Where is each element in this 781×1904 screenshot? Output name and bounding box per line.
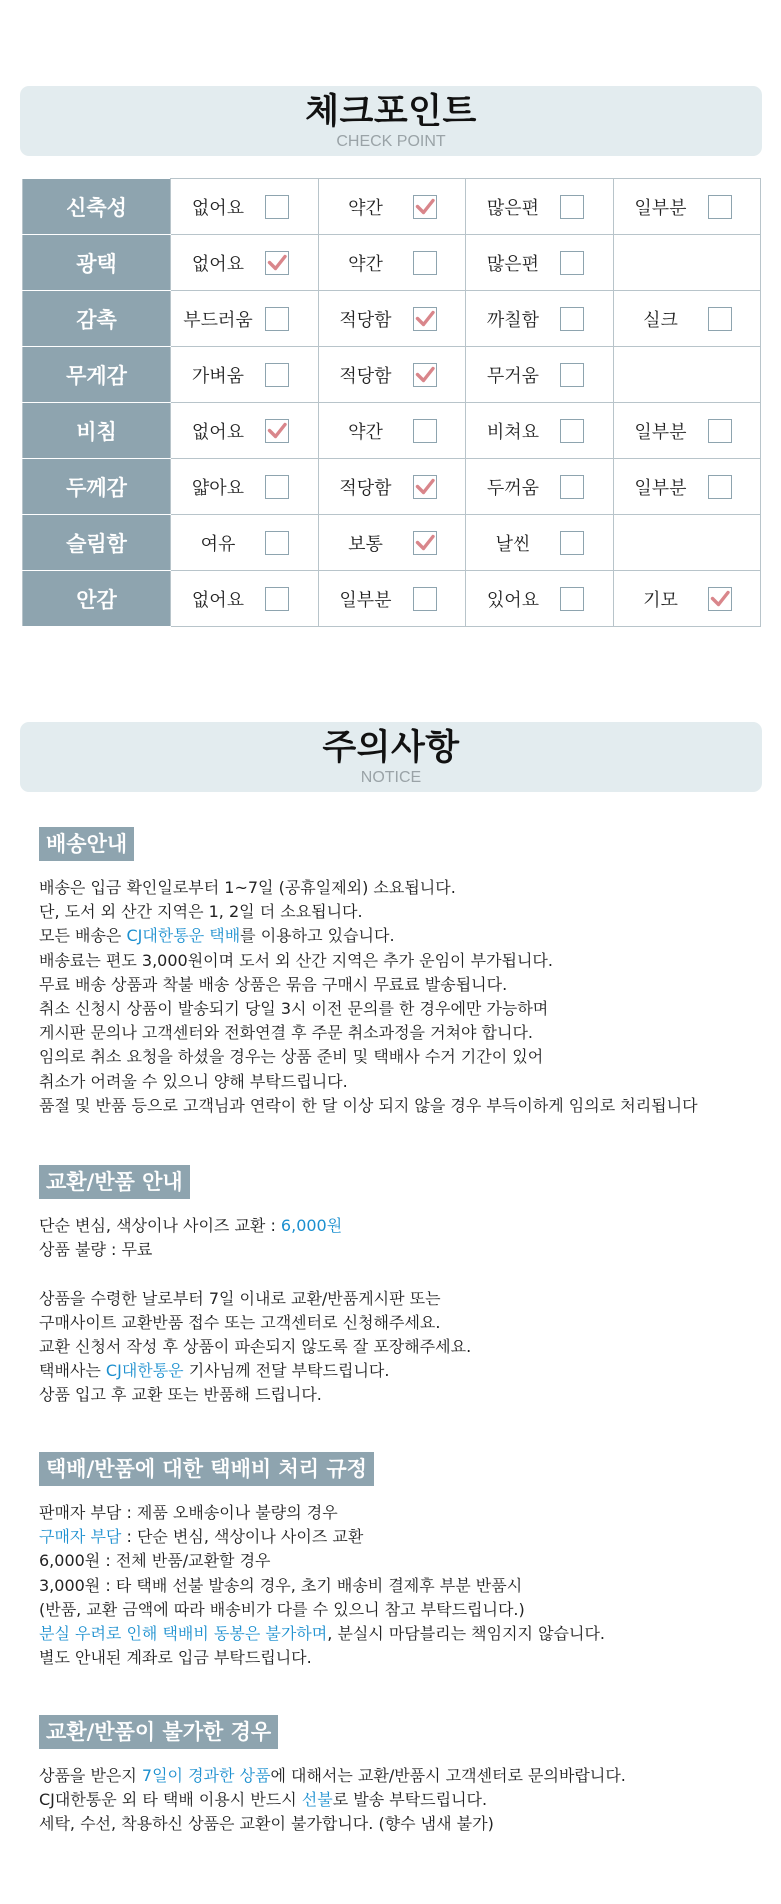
check-cell (171, 179, 319, 235)
notice-line: 판매자 부담 : 제품 오배송이나 불량의 경우 (39, 1503, 338, 1522)
check-cell (171, 235, 319, 291)
check-cell (613, 515, 761, 571)
notice-line: 상품을 수령한 날로부터 7일 이내로 교환/반품게시판 또는 (39, 1288, 441, 1308)
check-row (23, 235, 761, 291)
notice-line (39, 1262, 759, 1286)
notice-line: 임의로 취소 요청을 하셨을 경우는 상품 준비 및 택배사 수거 기간이 있어 (39, 1047, 544, 1067)
checked-checkbox[interactable] (413, 195, 437, 219)
line-text: 단순 변심, 색상이나 사이즈 교환 : (39, 1216, 281, 1235)
check-cell (466, 179, 614, 235)
check-option[interactable] (319, 235, 466, 290)
check-option-label: 보통 (348, 533, 383, 555)
check-cell (171, 571, 319, 627)
check-option-label: 부드러움 (183, 309, 253, 331)
fees-text (39, 1501, 759, 1670)
notice-line: 배송은 입금 확인일로부터 1~7일 (공휴일제외) 소요됩니다. (39, 878, 456, 897)
check-option[interactable] (614, 291, 761, 346)
check-row-label: 안감 (23, 571, 171, 627)
check-row (23, 347, 761, 403)
exchange-section-title: 교환/반품 안내 (39, 1165, 190, 1199)
check-option[interactable] (466, 571, 613, 626)
check-option[interactable] (319, 403, 466, 458)
check-option[interactable] (171, 291, 318, 346)
highlight-text: CJ대한통운 (105, 1361, 184, 1381)
check-option[interactable] (466, 347, 613, 402)
checkbox[interactable] (560, 419, 584, 443)
check-row-label: 두께감 (23, 459, 171, 515)
checkpoint-header (20, 86, 762, 156)
notice-line: 구매사이트 교환반품 접수 또는 고객센터로 신청해주세요. (39, 1312, 441, 1332)
notice-line: 단, 도서 외 산간 지역은 1, 2일 더 소요됩니다. (39, 902, 363, 922)
check-row-label: 무게감 (23, 347, 171, 403)
check-cell (613, 347, 761, 403)
check-option-label: 까칠함 (486, 309, 540, 331)
notice-line: 품절 및 반품 등으로 고객님과 연락이 한 달 이상 되지 않을 경우 부득이하게 임의로 처리됩니다 (39, 1095, 698, 1115)
line-text: , 분실시 마담블리는 책임지지 않습니다. (327, 1624, 605, 1644)
check-option[interactable] (614, 459, 761, 514)
check-cell (318, 179, 466, 235)
check-option-label: 없어요 (191, 421, 245, 443)
check-cell (613, 179, 761, 235)
check-option[interactable] (319, 571, 466, 626)
checkbox[interactable] (708, 419, 732, 443)
check-row-label: 비침 (23, 403, 171, 459)
notice-line (39, 1622, 759, 1646)
check-cell (466, 459, 614, 515)
notice-line (39, 1214, 759, 1238)
check-row-label: 감촉 (23, 291, 171, 347)
check-option[interactable] (171, 347, 318, 402)
checkbox[interactable] (265, 363, 289, 387)
check-row (23, 291, 761, 347)
highlight-text: 구매자 부담 (39, 1527, 122, 1547)
checkbox[interactable] (560, 363, 584, 387)
check-option[interactable] (466, 235, 613, 290)
check-cell (318, 571, 466, 627)
check-cell (466, 571, 614, 627)
checked-checkbox[interactable] (413, 307, 437, 331)
notice-line: (반품, 교환 금액에 따라 배송비가 다를 수 있으니 참고 부탁드립니다.) (39, 1599, 525, 1619)
check-cell (613, 291, 761, 347)
check-option-label: 날씬 (495, 533, 531, 555)
check-option[interactable] (319, 291, 466, 346)
check-cell (171, 403, 319, 459)
check-option[interactable] (171, 179, 318, 234)
check-option-label: 없어요 (191, 589, 245, 611)
check-option-label: 약간 (348, 253, 383, 275)
check-cell (466, 515, 614, 571)
check-option[interactable] (171, 459, 318, 514)
fees-section-title: 택배/반품에 대한 택배비 처리 규정 (39, 1452, 374, 1486)
check-row-label: 신축성 (23, 179, 171, 235)
check-option-label: 많은편 (486, 253, 540, 275)
checked-checkbox[interactable] (708, 587, 732, 611)
checked-checkbox[interactable] (265, 251, 289, 275)
checked-checkbox[interactable] (413, 363, 437, 387)
check-option-label: 비쳐요 (486, 421, 540, 443)
line-text: 에 대해서는 교환/반품시 고객센터로 문의바랍니다. (270, 1766, 626, 1785)
check-option-label: 얇아요 (191, 477, 245, 499)
check-option-label: 약간 (348, 421, 383, 443)
check-option[interactable] (171, 515, 318, 570)
line-text: CJ대한통운 외 타 택배 이용시 반드시 (39, 1790, 302, 1810)
notice-line (39, 1525, 759, 1549)
checkbox[interactable] (560, 587, 584, 611)
checkbox[interactable] (265, 531, 289, 555)
check-option[interactable] (466, 403, 613, 458)
check-option-label: 적당함 (339, 309, 392, 331)
check-option-label: 적당함 (339, 365, 392, 387)
impossible-section-title: 교환/반품이 불가한 경우 (39, 1715, 278, 1749)
check-option[interactable] (466, 291, 613, 346)
check-option[interactable] (171, 403, 318, 458)
check-option[interactable] (614, 403, 761, 458)
check-option[interactable] (466, 179, 613, 234)
check-option-label: 기모 (643, 589, 678, 611)
notice-title: 주의사항 (322, 728, 460, 768)
check-cell (466, 291, 614, 347)
highlight-text: 선불 (301, 1790, 333, 1810)
check-cell (613, 235, 761, 291)
notice-line: 상품 입고 후 교환 또는 반품해 드립니다. (39, 1385, 322, 1405)
check-cell (613, 459, 761, 515)
check-option-label: 실크 (643, 309, 678, 331)
check-option-label: 없어요 (191, 253, 245, 275)
check-option-label: 무거움 (486, 365, 540, 387)
check-row-label: 슬림함 (23, 515, 171, 571)
check-cell (318, 459, 466, 515)
check-option[interactable] (319, 347, 466, 402)
check-cell (613, 571, 761, 627)
notice-subtitle: NOTICE (360, 769, 422, 786)
checked-checkbox[interactable] (265, 419, 289, 443)
checkbox[interactable] (708, 195, 732, 219)
notice-line: 취소가 어려울 수 있으니 양해 부탁드립니다. (39, 1071, 348, 1091)
check-option-label: 일부분 (634, 421, 687, 443)
shipping-text (39, 876, 759, 1118)
line-text: 기사님께 전달 부탁드립니다. (183, 1361, 390, 1381)
highlight-text: 분실 우려로 인해 택배비 동봉은 불가하며 (39, 1624, 328, 1644)
notice-line: 상품 불량 : 무료 (39, 1240, 153, 1260)
checkbox[interactable] (560, 195, 584, 219)
notice-line: 교환 신청서 작성 후 상품이 파손되지 않도록 잘 포장해주세요. (39, 1337, 472, 1357)
check-row (23, 571, 761, 627)
checkbox[interactable] (560, 251, 584, 275)
highlight-text: CJ대한통운 택배 (126, 926, 241, 946)
check-row-label: 광택 (23, 235, 171, 291)
check-option-label: 가벼움 (191, 365, 245, 387)
check-option-label: 약간 (348, 197, 383, 219)
check-option[interactable] (319, 515, 466, 570)
notice-line: 무료 배송 상품과 착불 배송 상품은 묶음 구매시 무료료 발송됩니다. (39, 974, 508, 994)
check-option-label: 여유 (200, 533, 236, 555)
notice-line: 세탁, 수선, 착용하신 상품은 교환이 불가합니다. (향수 냄새 불가) (39, 1814, 494, 1834)
check-row (23, 403, 761, 459)
notice-line: 게시판 문의나 고객센터와 전화연결 후 주문 취소과정을 거쳐야 합니다. (39, 1023, 533, 1043)
check-cell (171, 515, 319, 571)
shipping-section-title: 배송안내 (39, 827, 134, 861)
check-row (23, 179, 761, 235)
checkpoint-subtitle: CHECK POINT (336, 133, 446, 150)
check-cell (466, 235, 614, 291)
line-text: 상품을 받은지 (39, 1766, 142, 1785)
checkbox[interactable] (560, 307, 584, 331)
checkbox[interactable] (265, 195, 289, 219)
check-cell (318, 403, 466, 459)
check-cell (171, 291, 319, 347)
line-text: 모든 배송은 (39, 926, 127, 946)
checked-checkbox[interactable] (413, 531, 437, 555)
check-option-label: 있어요 (486, 589, 540, 611)
line-text: 택배사는 (39, 1361, 106, 1381)
check-option[interactable] (466, 515, 613, 570)
checkbox[interactable] (413, 251, 437, 275)
checkbox[interactable] (413, 419, 437, 443)
notice-line: 6,000원 : 전체 반품/교환할 경우 (39, 1551, 271, 1571)
notice-line (39, 1359, 759, 1383)
checked-checkbox[interactable] (413, 475, 437, 499)
check-option[interactable] (319, 179, 466, 234)
checkbox[interactable] (265, 587, 289, 611)
checkbox[interactable] (413, 587, 437, 611)
check-cell (171, 347, 319, 403)
check-cell (466, 403, 614, 459)
check-option[interactable] (614, 179, 761, 234)
highlight-text: 7일이 경과한 상품 (141, 1766, 271, 1785)
check-option-label: 없어요 (191, 197, 245, 219)
notice-line: 3,000원 : 타 택배 선불 발송의 경우, 초기 배송비 결제후 부분 반품시 (39, 1575, 523, 1595)
checkbox[interactable] (708, 307, 732, 331)
check-row (23, 515, 761, 571)
line-text: 로 발송 부탁드립니다. (332, 1790, 488, 1810)
notice-line: 취소 신청시 상품이 발송되기 당일 3시 이전 문의를 한 경우에만 가능하며 (39, 999, 549, 1019)
check-option-label: 일부분 (339, 589, 392, 611)
check-option[interactable] (466, 459, 613, 514)
check-cell (318, 291, 466, 347)
notice-line (39, 924, 759, 948)
checkbox[interactable] (560, 531, 584, 555)
check-option-label: 일부분 (634, 477, 687, 499)
check-cell (318, 515, 466, 571)
check-option[interactable] (614, 571, 761, 626)
line-text: 를 이용하고 있습니다. (240, 926, 395, 946)
impossible-text (39, 1764, 759, 1837)
exchange-text (39, 1214, 759, 1408)
checkpoint-title: 체크포인트 (305, 92, 477, 132)
check-cell (613, 403, 761, 459)
check-cell (318, 347, 466, 403)
highlight-text: 6,000원 (280, 1216, 343, 1235)
notice-line: 별도 안내된 계좌로 입금 부탁드립니다. (39, 1648, 312, 1668)
check-option[interactable] (171, 235, 318, 290)
checkbox[interactable] (560, 475, 584, 499)
checkpoint-table (22, 178, 761, 627)
notice-line (39, 1764, 759, 1788)
notice-line (39, 1788, 759, 1812)
checkbox[interactable] (265, 475, 289, 499)
check-cell (318, 235, 466, 291)
line-text: : 단순 변심, 색상이나 사이즈 교환 (121, 1527, 364, 1547)
check-option-label: 적당함 (339, 477, 392, 499)
check-cell (171, 459, 319, 515)
check-option-label: 일부분 (634, 197, 687, 219)
check-option-label: 두꺼움 (486, 477, 540, 499)
check-option-label: 많은편 (486, 197, 540, 219)
checkbox[interactable] (265, 307, 289, 331)
checkbox[interactable] (708, 475, 732, 499)
check-row (23, 459, 761, 515)
notice-line: 배송료는 편도 3,000원이며 도서 외 산간 지역은 추가 운임이 부가됩니다. (39, 950, 553, 970)
check-option[interactable] (171, 571, 318, 626)
check-cell (466, 347, 614, 403)
notice-header (20, 722, 762, 792)
check-option[interactable] (319, 459, 466, 514)
